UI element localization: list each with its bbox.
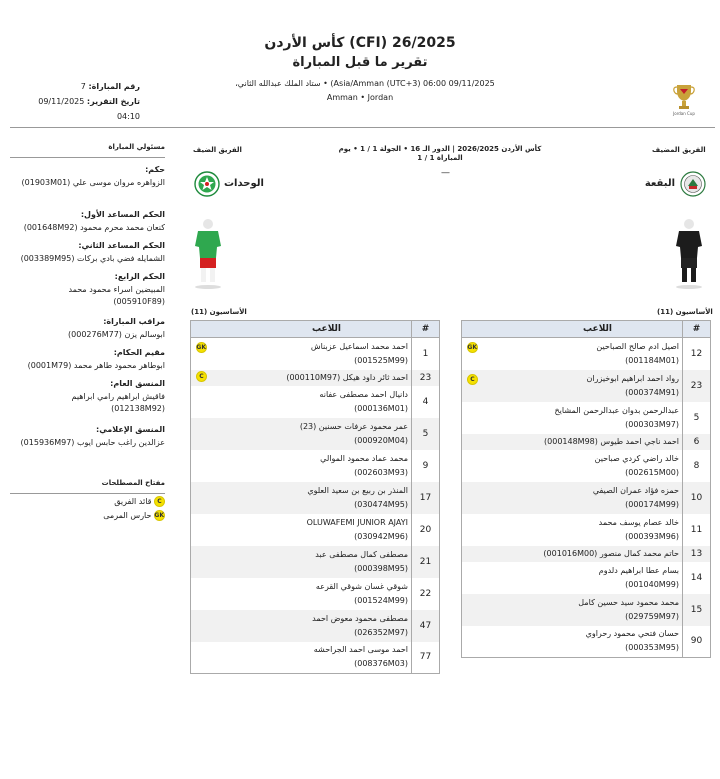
competition-line: كأس الأردن 2026/2025 | الدور الـ 16 • الجولة 1 / 1 • يوم [338, 145, 542, 153]
table-row [191, 546, 440, 578]
table-row [462, 338, 711, 370]
player-name: دانيال احمد مصطفى عفانه [319, 389, 408, 399]
player-number: 47 [412, 610, 440, 642]
official-value: الشمايله فضي بادي بركات (003389M95) [20, 254, 165, 263]
player-name: حاتم محمد كمال منصور (001016M00) [543, 548, 679, 558]
player-name: شوقي غسان شوقي القرعه [315, 581, 408, 591]
player-name: بسام عطا ابراهيم دلدوم [598, 565, 679, 575]
table-row [191, 418, 440, 450]
header-divider [10, 127, 715, 128]
player-cell [462, 482, 683, 514]
jordan-cup-logo-icon [673, 82, 695, 112]
player-number: 23 [412, 370, 440, 386]
player-name: حمزه فؤاد عمران الصيفي [592, 485, 679, 495]
competition-info [330, 145, 550, 163]
table-row [191, 642, 440, 674]
score-placeholder: — [441, 168, 450, 178]
player-id: (000353M95) [625, 643, 679, 653]
player-id: (002603M93) [354, 467, 408, 477]
table-row [462, 562, 711, 594]
player-name: احمد ثائر داود هيكل (000110M97) [286, 372, 408, 382]
player-cell [191, 482, 412, 514]
table-row [191, 386, 440, 418]
player-id: (002615M00) [625, 467, 679, 477]
player-id: (029759M97) [625, 611, 679, 621]
official-match-commissioner [10, 317, 165, 341]
player-cell [191, 514, 412, 546]
player-cell [191, 610, 412, 642]
table-row [462, 450, 711, 482]
goalkeeper-badge-icon: GK [467, 343, 477, 351]
player-cell [191, 578, 412, 610]
col-player: اللاعب [191, 321, 412, 338]
legend-heading: مفتاح المصطلحات [10, 479, 165, 494]
player-number: 11 [683, 514, 711, 546]
player-number: 20 [412, 514, 440, 546]
officials-heading: مسئولي المباراة [10, 143, 165, 158]
player-cell [462, 402, 683, 434]
away-team-label: الفريق الضيف [193, 146, 242, 154]
official-label: مراقب المباراة: [103, 317, 165, 326]
away-team-crest-icon [194, 171, 220, 197]
table-row [462, 482, 711, 514]
player-number: 21 [412, 546, 440, 578]
official-label: مقيم الحكام: [113, 348, 165, 357]
table-row [191, 370, 440, 386]
col-number: # [412, 321, 440, 338]
player-id: (000174M99) [625, 499, 679, 509]
table-header-row [191, 321, 440, 338]
away-starters-label: الأساسيون (11) [191, 308, 247, 316]
player-id: (000393M96) [625, 531, 679, 541]
legend-goalkeeper [60, 510, 165, 521]
player-id: (000374M91) [625, 387, 679, 397]
player-name: احمد موسى احمد الجراحشه [313, 645, 408, 655]
player-name: محمد محمود سيد حسين كامل [578, 597, 679, 607]
player-id: (000398M95) [354, 563, 408, 573]
player-name: احمد محمد اسماعيل عزبناش [310, 341, 408, 351]
player-cell [462, 370, 683, 402]
player-id: (001184M01) [625, 355, 679, 365]
player-name: محمد عماد محمود الموالي [320, 453, 408, 463]
player-name: مصطفى محمود معوض احمد [312, 613, 408, 623]
logo-caption: Jordan Cup [673, 111, 695, 116]
match-number-label: رقم المباراة: [88, 82, 140, 91]
player-number: 5 [412, 418, 440, 450]
match-number: 7 [80, 82, 86, 91]
player-number: 23 [683, 370, 711, 402]
official-value: المبيضين اسراء محمود محمد [68, 285, 165, 294]
player-number: 77 [412, 642, 440, 674]
home-team-label: الفريق المضيف [652, 146, 706, 154]
player-id: (001040M99) [625, 579, 679, 589]
player-number: 14 [683, 562, 711, 594]
player-number: 5 [683, 402, 711, 434]
player-name: خالد عصام يوسف محمد [598, 517, 679, 527]
official-label: المنسق الإعلامي: [96, 425, 165, 434]
player-number: 17 [412, 482, 440, 514]
report-time: 04:10 [116, 112, 140, 121]
official-value: ابوطاهر محمود طاهر محمد (0001M79) [27, 361, 165, 370]
table-row [191, 450, 440, 482]
official-media-coordinator [10, 425, 165, 449]
player-cell [191, 418, 412, 450]
report-subtitle: تقرير ما قبل المباراة [292, 55, 428, 70]
player-name: عبدالرحمن بدوان عبدالرحمن المشايخ [554, 405, 679, 415]
table-row [462, 402, 711, 434]
player-cell [462, 450, 683, 482]
player-name: OLUWAFEMI JUNIOR AJAYI [306, 517, 408, 527]
home-team-name: البقعة [644, 178, 675, 189]
away-team-name: الوحدات [224, 178, 264, 189]
official-label: الحكم المساعد الثاني: [78, 241, 165, 250]
home-team-crest-icon [680, 171, 706, 197]
player-id: (000136M01) [354, 403, 408, 413]
player-cell [191, 338, 412, 370]
official-value-id: (005910F89) [113, 297, 165, 306]
player-number: 13 [683, 546, 711, 562]
goalkeeper-badge-icon: GK [154, 512, 164, 519]
official-value: فاقيش ابراهيم رامي ابراهيم [71, 392, 165, 401]
player-id: (001524M99) [354, 595, 408, 605]
player-number: 90 [683, 626, 711, 658]
official-value-id: (012138M92) [111, 404, 165, 413]
player-id: (001525M99) [354, 355, 408, 365]
competition-line-2: المباراة 1 / 1 [417, 154, 463, 162]
player-cell [462, 594, 683, 626]
official-referee [10, 165, 165, 189]
table-row [191, 514, 440, 546]
table-header-row [462, 321, 711, 338]
table-row [462, 546, 711, 562]
player-name: مصطفى كمال مصطفى عبد [315, 549, 408, 559]
player-cell [191, 370, 412, 386]
official-assistant-2 [10, 241, 165, 265]
official-general-coordinator [10, 379, 165, 415]
player-number: 8 [683, 450, 711, 482]
col-number: # [683, 321, 711, 338]
player-cell [191, 386, 412, 418]
player-number: 15 [683, 594, 711, 626]
table-row [191, 338, 440, 370]
official-assistant-1 [10, 210, 165, 234]
home-lineup-table [461, 320, 711, 658]
table-row [462, 626, 711, 658]
player-cell [462, 626, 683, 658]
report-date-label: تاريخ التقرير: [86, 97, 140, 106]
official-fourth [10, 272, 165, 308]
player-name: حسان فتحي محمود رحراوي [585, 629, 679, 639]
captain-badge-icon: C [467, 374, 478, 385]
player-number: 10 [683, 482, 711, 514]
table-row [191, 578, 440, 610]
official-label: المنسق العام: [110, 379, 165, 388]
player-cell [191, 642, 412, 674]
official-referee-assessor [10, 348, 165, 372]
match-datetime-venue: 09/11/2025 06:00 (UTC+3) Asia/Amman) • ستاد الملك عبدالله الثاني، [235, 79, 495, 88]
player-id: (030942M96) [354, 531, 408, 541]
player-name: احمد ناجي احمد طيوس (000148M98) [544, 436, 679, 446]
player-number: 4 [412, 386, 440, 418]
player-id: (000303M97) [625, 419, 679, 429]
player-id: (026352M97) [354, 627, 408, 637]
match-location: Amman • Jordan [326, 93, 394, 102]
away-kit-icon [192, 218, 224, 290]
player-cell [191, 546, 412, 578]
table-row [462, 370, 711, 402]
player-cell [462, 338, 683, 370]
player-cell [462, 562, 683, 594]
official-value: ابوسالم يزن (000276M77) [68, 330, 165, 339]
table-row [462, 594, 711, 626]
player-cell [462, 546, 683, 562]
table-row [191, 610, 440, 642]
table-row [462, 434, 711, 450]
player-name: المنذر بن ربيع بن سعيد العلوي [307, 485, 408, 495]
report-meta [10, 79, 140, 124]
report-date: 09/11/2025 [38, 97, 85, 106]
home-starters-label: الأساسيون (11) [657, 308, 713, 316]
report-title: كأس الأردن (CFI) 26/2025 [264, 35, 456, 51]
player-number: 9 [412, 450, 440, 482]
player-number: 12 [683, 338, 711, 370]
player-name: عمر محمود عرفات حسنين (23) [299, 421, 408, 431]
official-label: الحكم المساعد الأول: [80, 210, 165, 219]
player-number: 1 [412, 338, 440, 370]
official-label: الحكم الرابع: [114, 272, 165, 281]
official-value: كنعان محمد محرم محمود (001648M92) [23, 223, 165, 232]
home-kit-icon [673, 218, 705, 290]
player-id: (030474M95) [354, 499, 408, 509]
player-cell [462, 514, 683, 546]
goalkeeper-badge-icon: GK [196, 343, 206, 351]
legend-text: حارس المرمى [103, 511, 152, 520]
player-id: (000920M04) [354, 435, 408, 445]
player-id: (008376M03) [354, 659, 408, 669]
table-row [462, 514, 711, 546]
player-cell [462, 434, 683, 450]
official-label: حكم: [145, 165, 165, 174]
player-cell [191, 450, 412, 482]
away-lineup-table [190, 320, 440, 674]
player-name: اصيل ادم صالح الصباحين [596, 341, 679, 351]
table-row [191, 482, 440, 514]
legend-captain [60, 496, 165, 507]
player-number: 22 [412, 578, 440, 610]
col-player: اللاعب [462, 321, 683, 338]
official-value: الزواهره مروان موسى علي (01903M01) [21, 178, 165, 187]
official-value: عزالدين راغب حابس ايوب (015936M97) [20, 438, 165, 447]
player-number: 6 [683, 434, 711, 450]
legend-text: قائد الفريق [114, 497, 152, 506]
captain-badge-icon: C [196, 371, 207, 382]
player-name: خالد راضي كردي صباحين [594, 453, 679, 463]
captain-badge-icon: C [154, 496, 165, 507]
player-name: رواد احمد ابراهيم ابوخيزران [586, 373, 679, 383]
